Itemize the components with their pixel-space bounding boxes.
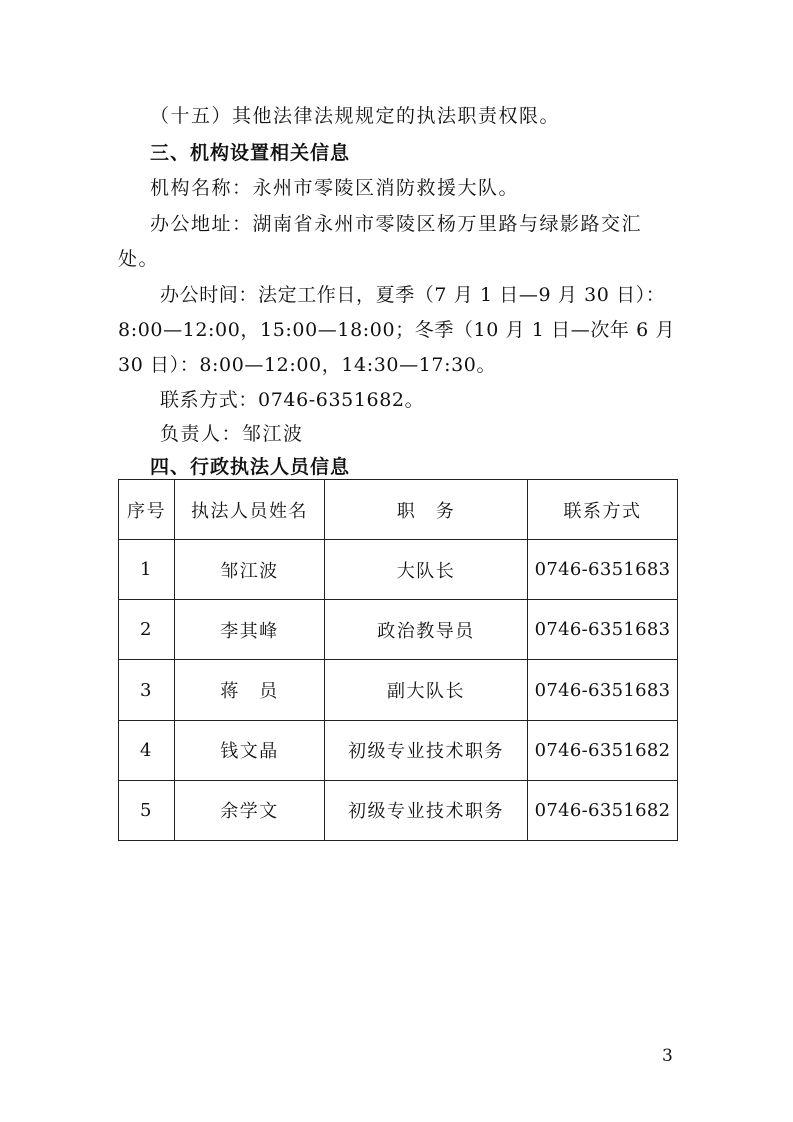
- cell-position: 初级专业技术职务: [325, 780, 528, 840]
- page-number: 3: [662, 1046, 673, 1066]
- cell-index: 2: [119, 600, 175, 660]
- paragraph-hours-line2: 8:00—12:00，15:00—18:00；冬季（10 月 1 日—次年 6 月: [118, 319, 676, 341]
- cell-position: 大队长: [325, 540, 528, 600]
- cell-contact: 0746-6351683: [528, 660, 678, 720]
- header-name: 执法人员姓名: [175, 480, 325, 540]
- table-row: [119, 600, 678, 660]
- table-row: [119, 540, 678, 600]
- paragraph-hours-line3: 30 日）：8:00—12:00，14:30—17:30。: [118, 354, 497, 376]
- paragraph-leader: 负责人：邹江波: [160, 423, 304, 445]
- paragraph-address-line1: 办公地址：湖南省永州市零陵区杨万里路与绿影路交汇: [150, 213, 643, 235]
- cell-position: 初级专业技术职务: [325, 720, 528, 780]
- cell-contact: 0746-6351682: [528, 720, 678, 780]
- cell-position: 副大队长: [325, 660, 528, 720]
- paragraph-contact: 联系方式：0746-6351682。: [160, 389, 425, 411]
- cell-contact: 0746-6351683: [528, 540, 678, 600]
- section-heading-4: 四、行政执法人员信息: [150, 456, 351, 478]
- cell-index: 5: [119, 780, 175, 840]
- cell-index: 3: [119, 660, 175, 720]
- cell-name: 钱文晶: [175, 720, 325, 780]
- paragraph-hours-line1: 办公时间：法定工作日，夏季（7 月 1 日—9 月 30 日）：: [160, 284, 666, 306]
- paragraph-org-name: 机构名称：永州市零陵区消防救援大队。: [150, 177, 520, 199]
- paragraph-item-15: （十五）其他法律法规规定的执法职责权限。: [150, 105, 561, 127]
- cell-position: 政治教导员: [325, 600, 528, 660]
- staff-table: [118, 479, 678, 841]
- cell-name: 余学文: [175, 780, 325, 840]
- table-row: [119, 720, 678, 780]
- cell-index: 1: [119, 540, 175, 600]
- cell-name: 李其峰: [175, 600, 325, 660]
- cell-name: 蒋 员: [175, 660, 325, 720]
- cell-contact: 0746-6351682: [528, 780, 678, 840]
- table-row: [119, 660, 678, 720]
- paragraph-address-line2: 处。: [118, 248, 160, 270]
- cell-name: 邹江波: [175, 540, 325, 600]
- section-heading-3: 三、机构设置相关信息: [150, 142, 351, 164]
- header-index: 序号: [119, 480, 175, 540]
- header-contact: 联系方式: [528, 480, 678, 540]
- cell-contact: 0746-6351683: [528, 600, 678, 660]
- table-header-row: [119, 480, 678, 540]
- table-row: [119, 780, 678, 840]
- header-position: 职 务: [325, 480, 528, 540]
- cell-index: 4: [119, 720, 175, 780]
